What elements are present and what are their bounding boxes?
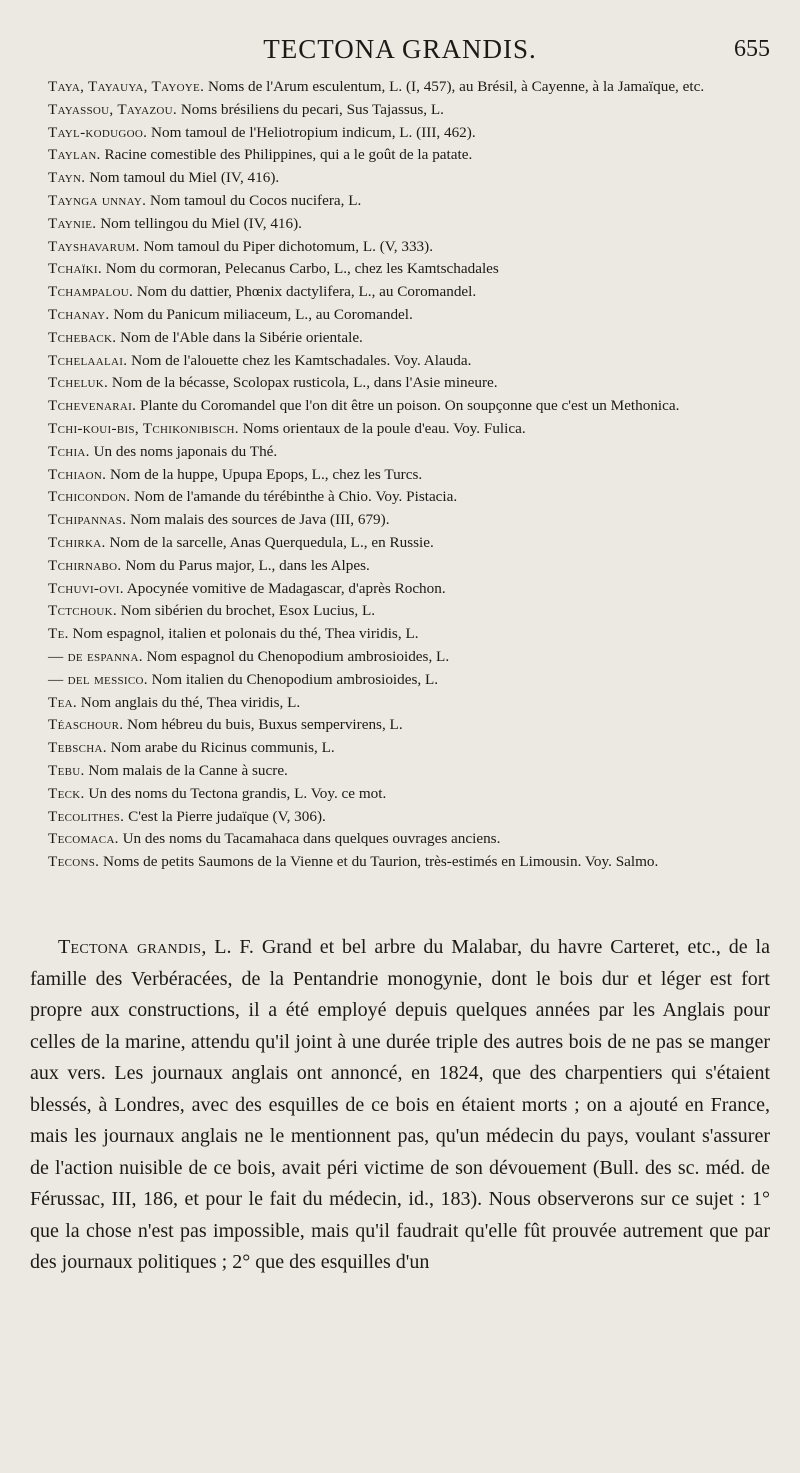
entry-headword: Tayshavarum. (48, 237, 140, 255)
dictionary-entry (30, 555, 770, 578)
entry-headword: Tchipannas. (48, 511, 127, 529)
entry-text: Nom sibérien du brochet, Esox Lucius, L. (116, 602, 376, 620)
dictionary-entry (30, 144, 770, 167)
dictionary-entry (30, 851, 770, 874)
dictionary-entry (30, 464, 770, 487)
dictionary-entry (30, 190, 770, 213)
entry-text: Nom hébreu du buis, Buxus sempervirens, L. (123, 716, 403, 734)
dictionary-entry (30, 213, 770, 236)
dictionary-entry (30, 304, 770, 327)
entry-text: Racine comestible des Philippines, qui a le goût de la patate. (100, 146, 473, 164)
entry-headword: Tctchouk. (48, 602, 117, 620)
dictionary-entry (30, 783, 770, 806)
entry-text: Nom malais de la Canne à sucre. (84, 761, 288, 779)
entry-text: Nom anglais du thé, Thea viridis, L. (76, 693, 301, 711)
entry-text: Noms de l'Arum esculentum, L. (I, 457), au Brésil, à Cayenne, à la Jamaïque, etc. (204, 78, 705, 95)
dictionary-entry (30, 76, 770, 99)
dictionary-entry (30, 395, 770, 418)
entry-text: Nom espagnol, italien et polonais du thé, Thea viridis, L. (68, 625, 419, 643)
entry-text: Nom malais des sources de Java (III, 679). (126, 511, 390, 529)
entry-text: Nom de la sarcelle, Anas Querquedula, L., en Russie. (105, 533, 434, 551)
entry-text: Apocynée vomitive de Madagascar, d'après Rochon. (123, 579, 446, 597)
entry-text: C'est la Pierre judaïque (V, 306). (124, 807, 326, 825)
entry-headword: Tchi-koui-bis, Tchikonibisch. (48, 419, 239, 437)
entry-headword: Tebu. (48, 761, 85, 779)
dictionary-entry (30, 99, 770, 122)
entry-text: Nom espagnol du Chenopodium ambrosioides, L. (142, 647, 450, 665)
dictionary-entry (30, 509, 770, 532)
entry-text: Nom du cormoran, Pelecanus Carbo, L., chez les Kamtschadales (101, 260, 499, 278)
entry-headword: Tchicondon. (48, 488, 131, 506)
main-article-text: , L. F. Grand et bel arbre du Malabar, du havre Carteret, etc., de la famille des Verbéracées, de la Pentandrie monogynie, dont le bois dur et léger est fort propre aux constructions, il a été employé depuis quelques années par les Anglais pour celles de la marine, attendu qu'il joint à une durée triple des autres bois de ne pas se manger aux vers. Les journaux anglais ont annoncé, en 1824, que des charpentiers qui s'étaient blessés, à Londres, avec des esquilles de ce bois en étaient morts ; on a ajouté en France, mais les journaux anglais ne le mentionnent pas, qu'un médecin du pays, voulant s'assurer de l'action nuisible de ce bois, avait péri victime de son dévouement (Bull. des sc. méd. de Férussac, III, 186, et pour le fait du médecin, id., 183). Nous observerons sur ce sujet : 1° que la chose n'est pas impossible, mais qu'il faudrait qu'elle fût prouvée autrement que par des journaux politiques ; 2° que des esquilles d'un (30, 936, 770, 1273)
entry-headword: Tchuvi-ovi. (48, 579, 124, 597)
entry-headword: Te. (48, 625, 69, 643)
dictionary-entry (30, 441, 770, 464)
entry-headword: Taylan. (48, 146, 101, 164)
entry-headword: Tchirka. (48, 533, 106, 551)
dictionary-entry (30, 532, 770, 555)
dictionary-entry (30, 692, 770, 715)
entry-text: Nom tamoul du Piper dichotomum, L. (V, 333). (139, 237, 433, 255)
entry-headword: Tchaïki. (48, 260, 102, 278)
dictionary-entries (30, 76, 770, 874)
entry-text: Nom de l'alouette chez les Kamtschadales. Voy. Alauda. (127, 351, 472, 369)
entry-headword: Tchelaalai. (48, 351, 128, 369)
dictionary-entry (30, 122, 770, 145)
entry-text: Un des noms japonais du Thé. (89, 442, 278, 460)
dictionary-entry (30, 281, 770, 304)
entry-headword: Tecolithes. (48, 807, 125, 825)
dictionary-entry (30, 714, 770, 737)
dictionary-entry (30, 350, 770, 373)
dictionary-entry (30, 418, 770, 441)
dictionary-entry (30, 372, 770, 395)
entry-headword: Téaschour. (48, 716, 124, 734)
dictionary-entry (30, 737, 770, 760)
entry-text: Noms orientaux de la poule d'eau. Voy. Fulica. (238, 419, 526, 437)
entry-headword: Teck. (48, 784, 85, 802)
entry-headword: Tchevenarai. (48, 397, 137, 415)
dictionary-entry (30, 486, 770, 509)
entry-headword: Tecons. (48, 853, 100, 871)
entry-text: Un des noms du Tacamahaca dans quelques ouvrages anciens. (118, 830, 501, 848)
entry-headword: Tchampalou. (48, 283, 134, 301)
entry-text: Nom tamoul de l'Heliotropium indicum, L. (III, 462). (147, 123, 476, 141)
dictionary-entry (30, 806, 770, 829)
page-header (0, 34, 800, 74)
entry-headword: Tchanay. (48, 305, 110, 323)
entry-headword: Tea. (48, 693, 77, 711)
entry-headword: Taynga unnay. (48, 191, 147, 209)
entry-headword: Taynie. (48, 214, 97, 232)
entry-headword: Tebscha. (48, 739, 107, 757)
entry-headword: Tayl-kodugoo. (48, 123, 148, 141)
entry-headword: — del messico. (48, 670, 148, 688)
entry-text: Nom italien du Chenopodium ambrosioides, L. (147, 670, 439, 688)
dictionary-entry (30, 327, 770, 350)
entry-text: Nom du Panicum miliaceum, L., au Coromandel. (109, 305, 413, 323)
entry-headword: Tcheback. (48, 328, 117, 346)
entry-text: Nom arabe du Ricinus communis, L. (106, 739, 335, 757)
main-article-paragraph (30, 932, 770, 1279)
dictionary-entry (30, 258, 770, 281)
entry-headword: Tchia. (48, 442, 90, 460)
entry-text: Nom de l'amande du térébinthe à Chio. Voy. Pistacia. (130, 488, 458, 506)
entry-text: Nom de la huppe, Upupa Epops, L., chez les Turcs. (106, 465, 423, 483)
dictionary-entry (30, 623, 770, 646)
dictionary-entry (30, 236, 770, 259)
entry-text: Nom tamoul du Cocos nucifera, L. (146, 191, 362, 209)
entry-text: Noms de petits Saumons de la Vienne et du Taurion, très-estimés en Limousin. Voy. Salmo. (99, 853, 659, 871)
entry-headword: — de espanna. (48, 647, 143, 665)
entry-headword: Taya, Tayauya, Tayoye. (48, 78, 205, 95)
page-number: 655 (734, 36, 770, 62)
entry-text: Plante du Coromandel que l'on dit être un poison. On soupçonne que c'est un Methonica. (136, 397, 680, 415)
entry-text: Nom de l'Able dans la Sibérie orientale. (116, 328, 363, 346)
dictionary-entry (30, 669, 770, 692)
dictionary-entry (30, 828, 770, 851)
entry-text: Nom tellingou du Miel (IV, 416). (96, 214, 302, 232)
entry-headword: Tecomaca. (48, 830, 119, 848)
dictionary-entry (30, 760, 770, 783)
entry-text: Nom de la bécasse, Scolopax rusticola, L., dans l'Asie mineure. (108, 374, 498, 392)
entry-text: Nom du dattier, Phœnix dactylifera, L., au Coromandel. (133, 283, 477, 301)
running-title: TECTONA GRANDIS. (263, 34, 537, 64)
entry-headword: Tchirnabo. (48, 556, 122, 574)
main-article (30, 932, 770, 1279)
entry-headword: Tayn. (48, 169, 86, 187)
entry-text: Un des noms du Tectona grandis, L. Voy. ce mot. (84, 784, 387, 802)
dictionary-entry (30, 578, 770, 601)
entry-headword: Tayassou, Tayazou. (48, 100, 178, 118)
entry-headword: Tchiaon. (48, 465, 107, 483)
entry-text: Noms brésiliens du pecari, Sus Tajassus, L. (177, 100, 444, 118)
dictionary-entry (30, 167, 770, 190)
entry-headword: Tcheluk. (48, 374, 109, 392)
entry-text: Nom du Parus major, L., dans les Alpes. (121, 556, 370, 574)
dictionary-entry (30, 600, 770, 623)
entry-text: Nom tamoul du Miel (IV, 416). (85, 169, 280, 187)
main-article-headword: Tectona grandis (58, 936, 202, 958)
dictionary-entry (30, 646, 770, 669)
